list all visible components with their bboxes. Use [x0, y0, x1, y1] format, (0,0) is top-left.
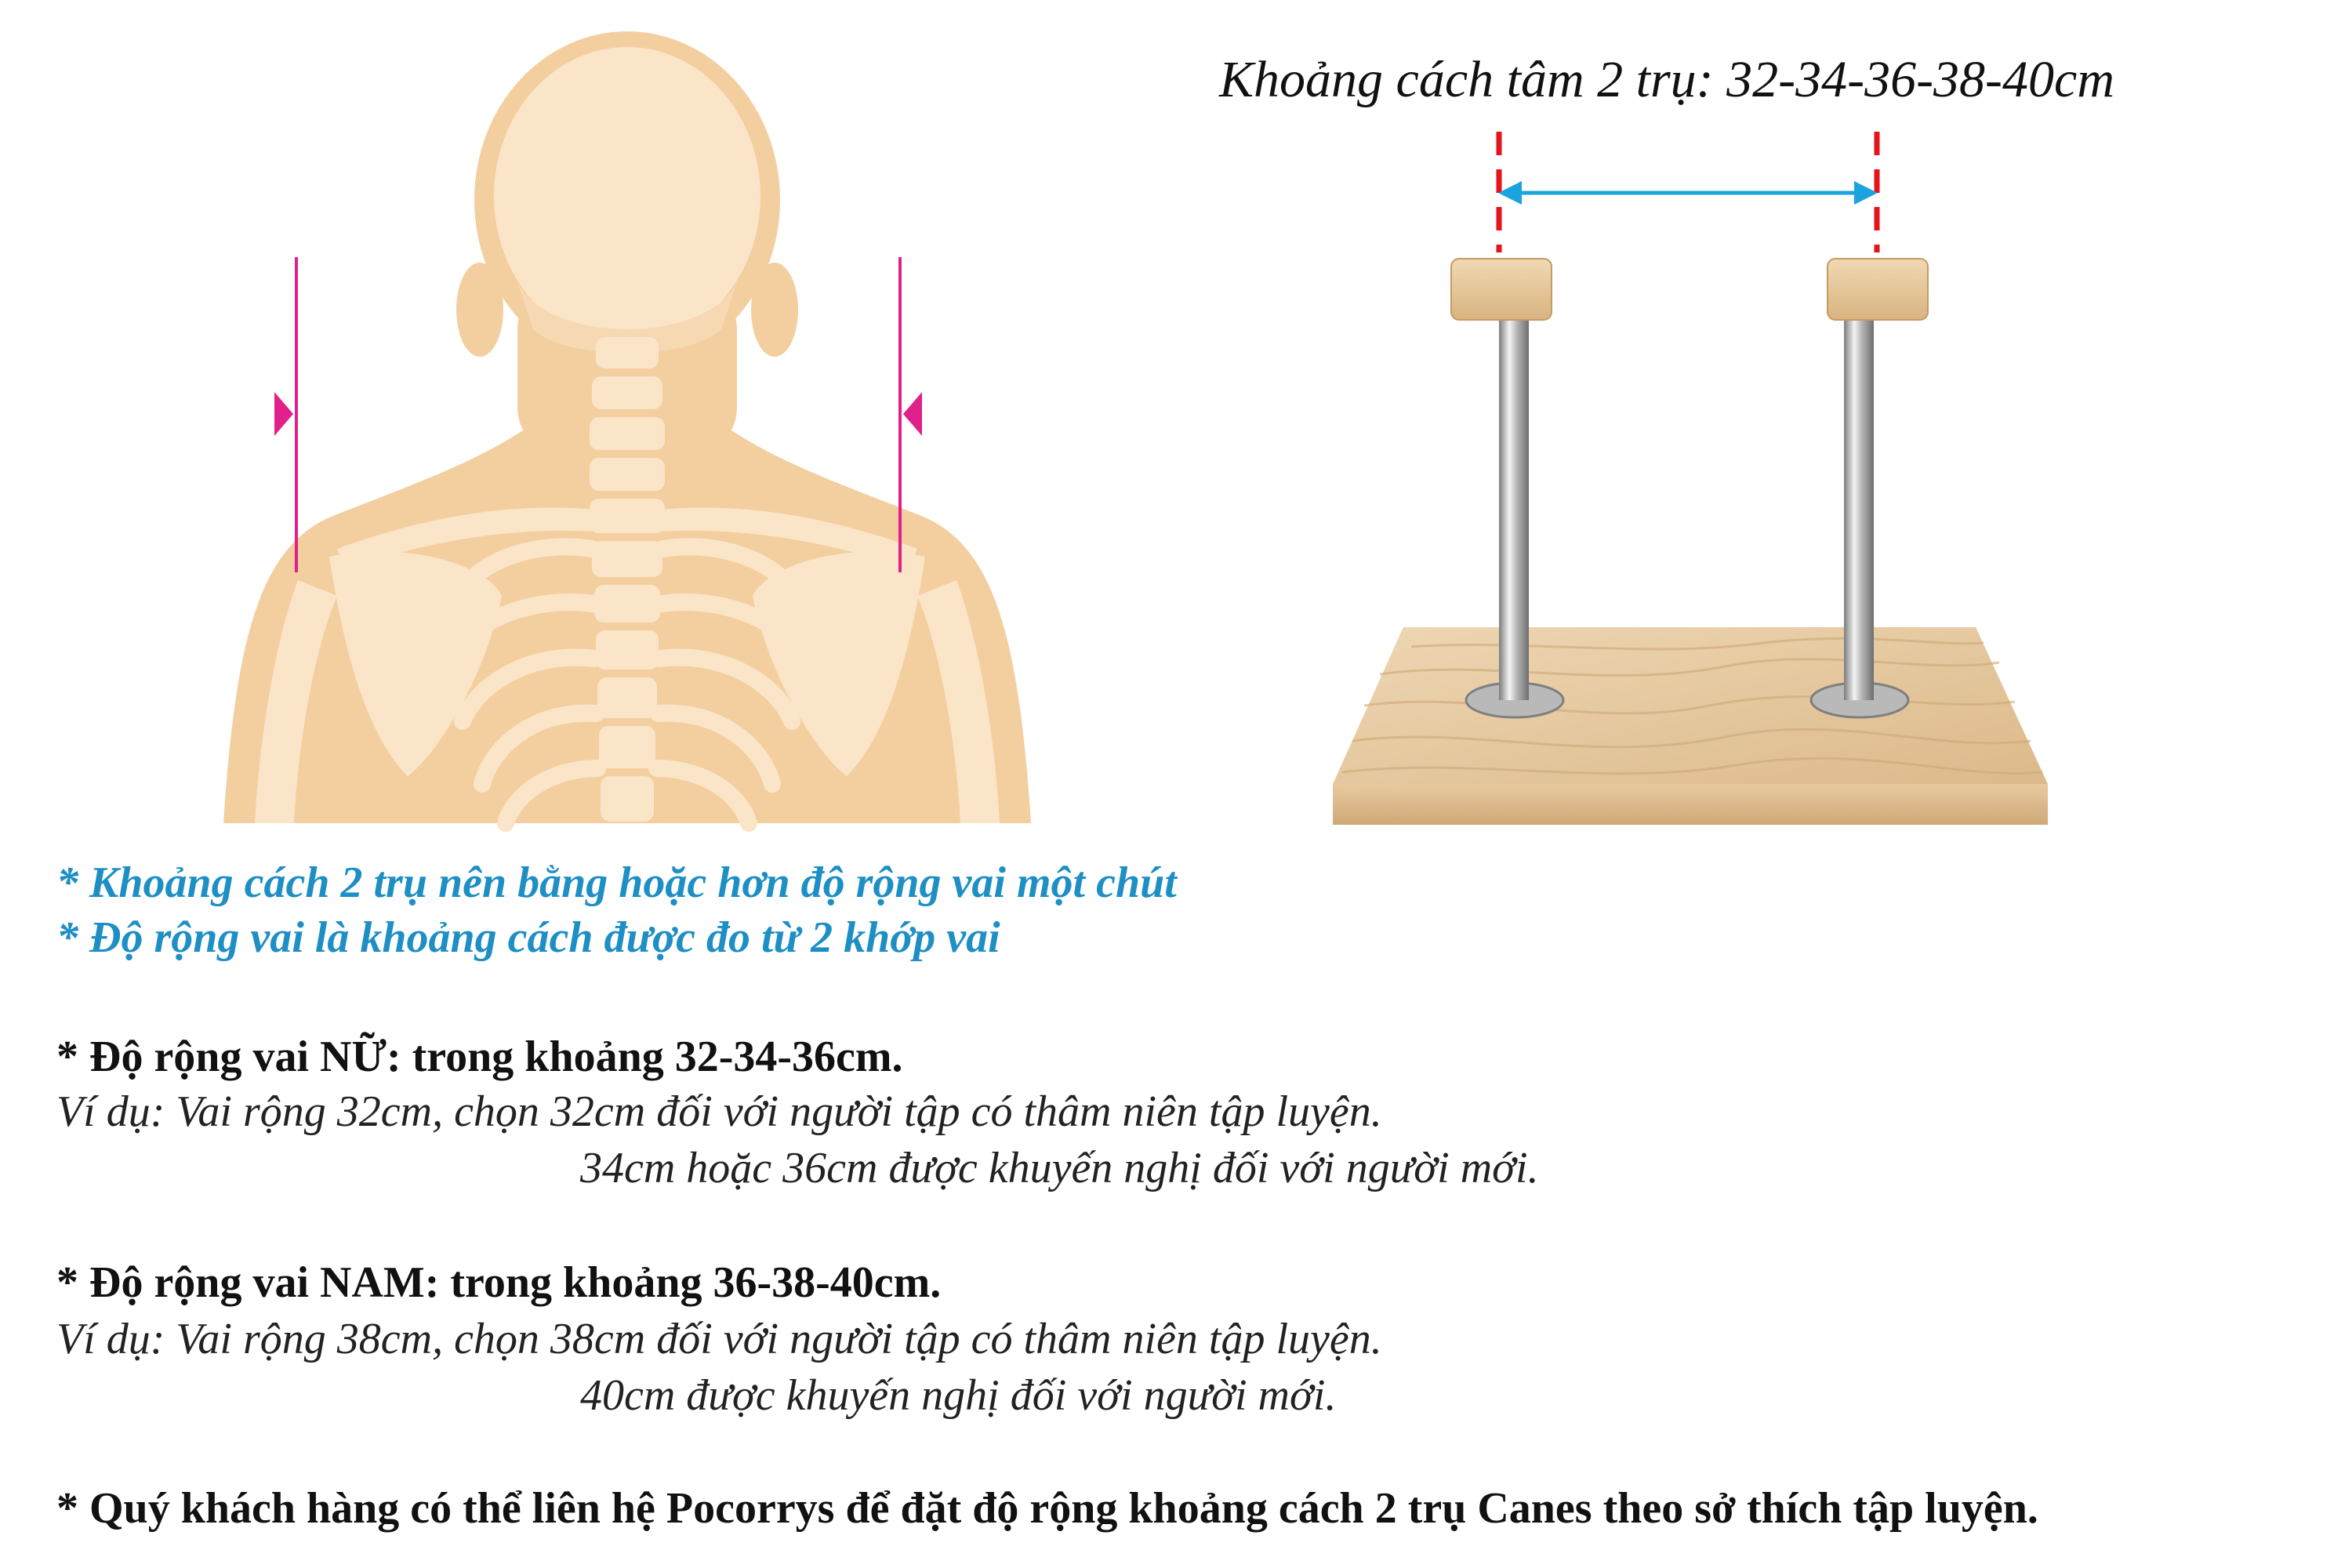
male-heading: * Độ rộng vai NAM: trong khoảng 36-38-40cm. — [56, 1258, 942, 1307]
spacing-title: Khoảng cách tâm 2 trụ: 32-34-36-38-40cm — [1219, 51, 2114, 108]
female-example-1: Ví dụ: Vai rộng 32cm, chọn 32cm đối với người tập có thâm niên tập luyện. — [56, 1087, 1382, 1136]
base-board-front — [1333, 784, 2048, 825]
contact-note: * Quý khách hàng có thể liên hệ Pocorrys để đặt độ rộng khoảng cách 2 trụ Canes theo sở thích tập luyện. — [56, 1484, 2038, 1533]
note-shoulder-measure: * Độ rộng vai là khoảng cách được đo từ 2 khớp vai — [56, 913, 1000, 962]
left-pole — [1499, 318, 1529, 700]
left-shoulder-arrow — [274, 392, 293, 436]
female-heading: * Độ rộng vai NỮ: trong khoảng 32-34-36cm. — [56, 1033, 903, 1081]
note-spacing: * Khoảng cách 2 trụ nên bằng hoặc hơn độ rộng vai một chút — [56, 858, 1177, 907]
right-handle-block — [1828, 259, 1928, 320]
base-board-top — [1333, 627, 2048, 784]
left-handle-block — [1451, 259, 1552, 320]
right-pole — [1844, 318, 1874, 700]
female-example-2: 34cm hoặc 36cm được khuyến nghị đối với người mới. — [580, 1144, 1539, 1192]
male-example-1: Ví dụ: Vai rộng 38cm, chọn 38cm đối với người tập có thâm niên tập luyện. — [56, 1315, 1382, 1363]
canes-stand — [1333, 132, 2048, 825]
skeleton-figure — [223, 31, 1031, 823]
right-shoulder-arrow — [903, 392, 922, 436]
male-example-2: 40cm được khuyến nghị đối với người mới. — [580, 1371, 1337, 1420]
skull — [494, 47, 760, 345]
